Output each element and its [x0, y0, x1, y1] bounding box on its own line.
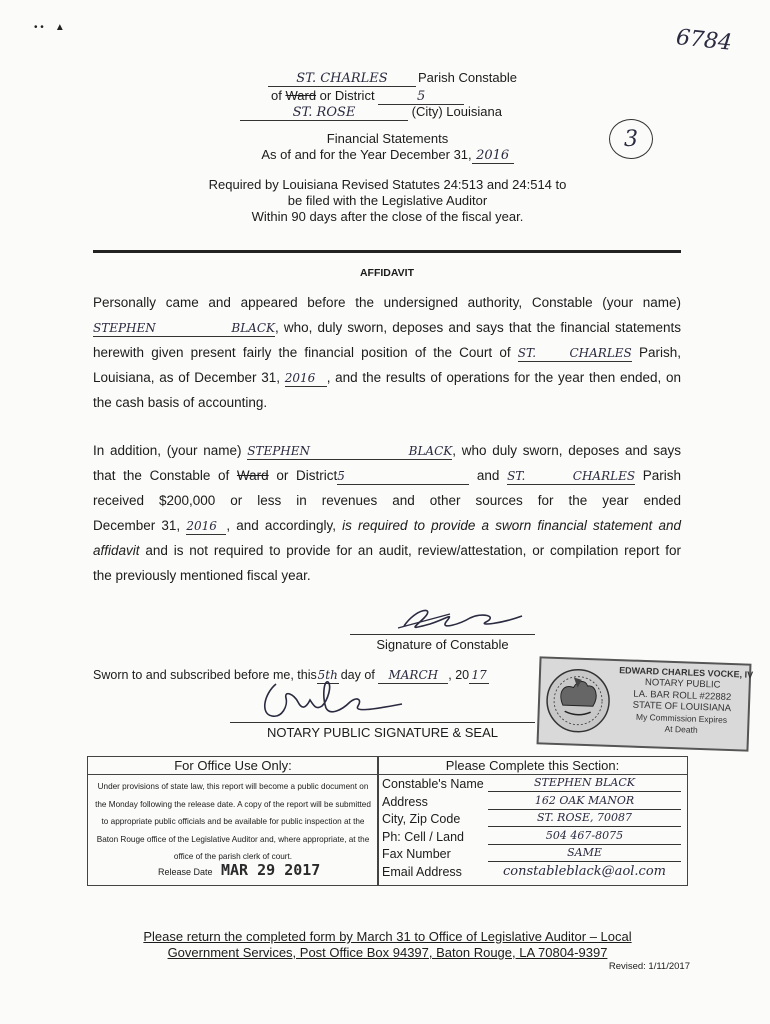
header-line-1: [230, 70, 530, 87]
p1-line-5: [93, 390, 681, 415]
constable-signature: [390, 602, 530, 636]
parish-handwritten: ST. CHARLES: [268, 71, 416, 87]
office-use-box: [87, 756, 379, 886]
p2-text-k: affidavit: [93, 543, 140, 558]
signature-line: [350, 634, 535, 635]
p2-year: 2016: [186, 518, 226, 535]
p2-district: 5: [337, 468, 469, 485]
stamp-name: EDWARD CHARLES VOCKE, IV: [618, 665, 754, 680]
p2-text-i: , and accordingly,: [226, 518, 336, 533]
contact-address-value: 162 OAK MANOR: [488, 794, 681, 810]
parish-suffix: Parish Constable: [418, 70, 517, 85]
statements-year: 2016: [472, 148, 514, 164]
p1-parish: ST. CHARLES: [517, 346, 632, 360]
stamp-line-2: NOTARY PUBLIC: [644, 677, 721, 692]
p2-text-b: , who duly sworn, deposes and says: [452, 443, 681, 458]
contact-phone-value: 504 467-8075: [488, 829, 681, 845]
statements-line-1: Financial Statements: [326, 131, 449, 146]
p1-text-a: Personally came and appeared before the undersigned authority, Constable (your name): [93, 295, 681, 310]
p1-text-e: Louisiana, as of December 31,: [93, 370, 280, 385]
notary-label: NOTARY PUBLIC SIGNATURE & SEAL: [267, 725, 498, 740]
affidavit-paragraph-2: [93, 438, 681, 588]
p2-text-c: that the Constable of: [93, 468, 230, 483]
p2-text-a: In addition, (your name): [93, 443, 242, 458]
contact-rows: [378, 775, 687, 882]
circled-number: [609, 119, 653, 159]
affidavit-title: AFFIDAVIT: [359, 267, 415, 279]
office-title: For Office Use Only:: [88, 757, 378, 775]
stamp-line-4: STATE OF LOUISIANA: [632, 699, 732, 715]
office-text: Under provisions of state law, this report will become a public document on the Monday following the release date. A copy of the report will be submitted to appropriate public officials and be available for public inspection at the Baton Rouge office of the Legislative Auditor and, where appropriate, at the office of the parish clerk of court.: [95, 782, 371, 861]
contact-box: [377, 756, 688, 886]
p2-text-h: December 31,: [93, 518, 181, 533]
p1-text-g: the cash basis of accounting.: [93, 395, 268, 410]
p2-parish: ST. CHARLES: [507, 469, 636, 483]
stamp-line-5: My Commission Expires: [635, 711, 728, 725]
contact-row-address: [378, 794, 687, 812]
signature-label: Signature of Constable: [376, 637, 509, 652]
footer-line-1: Please return the completed form by March 31 to Office of Legislative Auditor – Local: [143, 929, 632, 944]
footer-line-2: Government Services, Post Office Box 94397, Baton Rouge, LA 70804-9397: [167, 945, 608, 960]
stamp-line-3: LA. BAR ROLL #22882: [633, 688, 732, 703]
contact-fax-value: SAME: [488, 846, 681, 862]
p1-text-f: , and the results of operations for the year then ended, on: [326, 370, 681, 385]
sworn-year: 17: [469, 667, 489, 684]
contact-email-label: Email Address: [382, 864, 462, 879]
contact-city-value: ST. ROSE, 70087: [488, 811, 681, 827]
p2-text-m: the previously mentioned fiscal year.: [93, 568, 311, 583]
p1-text-b: , who, duly sworn, deposes and says that the financial statements: [275, 320, 681, 335]
district-handwritten: 5: [378, 89, 464, 105]
p2-text-j: is required to provide a sworn financial statement and: [342, 518, 681, 533]
affidavit-paragraph-1: [93, 290, 681, 415]
header-line-2: [271, 88, 531, 105]
p2-line-3: [93, 488, 681, 513]
p2-name: STEPHEN BLACK: [247, 444, 453, 458]
district-label: or District: [319, 88, 375, 103]
p2-ward-struck: Ward: [236, 468, 269, 483]
notary-stamp: [537, 656, 752, 751]
required-line-3: Within 90 days after the close of the fiscal year.: [251, 209, 524, 224]
circled-number-text: 3: [624, 127, 638, 152]
sworn-month: MARCH: [378, 667, 448, 684]
contact-name-value: STEPHEN BLACK: [488, 776, 681, 792]
release-date-value: MAR 29 2017: [221, 861, 321, 879]
contact-title: Please Complete this Section:: [378, 757, 687, 775]
contact-city-label: City, Zip Code: [382, 812, 461, 827]
release-date-row: [158, 861, 368, 880]
ward-prefix: of: [271, 88, 282, 103]
contact-row-fax: [378, 846, 687, 864]
p2-text-d: or District: [276, 468, 338, 483]
p2-line-2: [93, 463, 681, 488]
p2-line-4: [93, 513, 681, 538]
ward-struck: Ward: [285, 88, 317, 103]
p2-text-g: received $200,000 or less in revenues and other sources for the year ended: [93, 493, 681, 508]
p1-line-4: [93, 365, 681, 390]
sworn-text-b: day of: [340, 668, 375, 682]
sworn-text-a: Sworn to and subscribed before me, this: [93, 668, 317, 682]
revised-date: Revised: 1/11/2017: [608, 961, 690, 972]
section-divider: [93, 250, 681, 253]
p2-text-l: and is not required to provide for an audit, review/attestation, or compilation report for: [145, 543, 681, 558]
contact-email-value: constableblack@aol.com: [503, 863, 666, 879]
release-date-label: Release Date: [158, 867, 213, 877]
statements-year-prefix: As of and for the Year December 31,: [261, 147, 472, 162]
city-suffix: (City) Louisiana: [411, 104, 502, 119]
sworn-day: 5th: [317, 668, 338, 682]
p2-line-1: [93, 438, 681, 463]
p2-text-f: Parish: [642, 468, 681, 483]
p1-name: STEPHEN BLACK: [93, 321, 275, 335]
speck-marks: • • ▲: [34, 22, 65, 33]
contact-row-name: [378, 776, 687, 794]
p1-text-d: Parish,: [638, 345, 681, 360]
header-line-3: [240, 104, 540, 121]
required-line-2: be filed with the Legislative Auditor: [287, 193, 488, 208]
p1-line-3: [93, 340, 681, 365]
p1-year: 2016: [285, 370, 327, 387]
p2-line-5: [93, 538, 681, 563]
notary-line: [230, 722, 535, 723]
stamp-line-6: At Death: [664, 723, 698, 735]
contact-row-phone: [378, 829, 687, 847]
p2-text-e: and: [476, 468, 500, 483]
contact-name-label: Constable's Name: [382, 777, 484, 791]
contact-row-email: [378, 864, 687, 882]
contact-address-label: Address: [382, 794, 428, 809]
stamp-text: [617, 665, 754, 738]
p2-line-6: [93, 563, 681, 588]
corner-number: 6784: [674, 25, 734, 56]
statements-line-2: [200, 147, 575, 164]
p1-line-1: [93, 290, 681, 315]
pelican-seal-icon: [542, 664, 614, 736]
contact-fax-label: Fax Number: [382, 847, 451, 862]
p1-line-2: [93, 315, 681, 340]
contact-row-city: [378, 811, 687, 829]
sworn-text-c: , 20: [448, 668, 470, 682]
notary-signature: [258, 676, 408, 722]
contact-phone-label: Ph: Cell / Land: [382, 829, 464, 844]
required-line-1: Required by Louisiana Revised Statutes 24:513 and 24:514 to: [208, 177, 567, 192]
city-handwritten: ST. ROSE: [240, 105, 408, 121]
p1-text-c: herewith given present fairly the financial position of the Court of: [93, 345, 511, 360]
